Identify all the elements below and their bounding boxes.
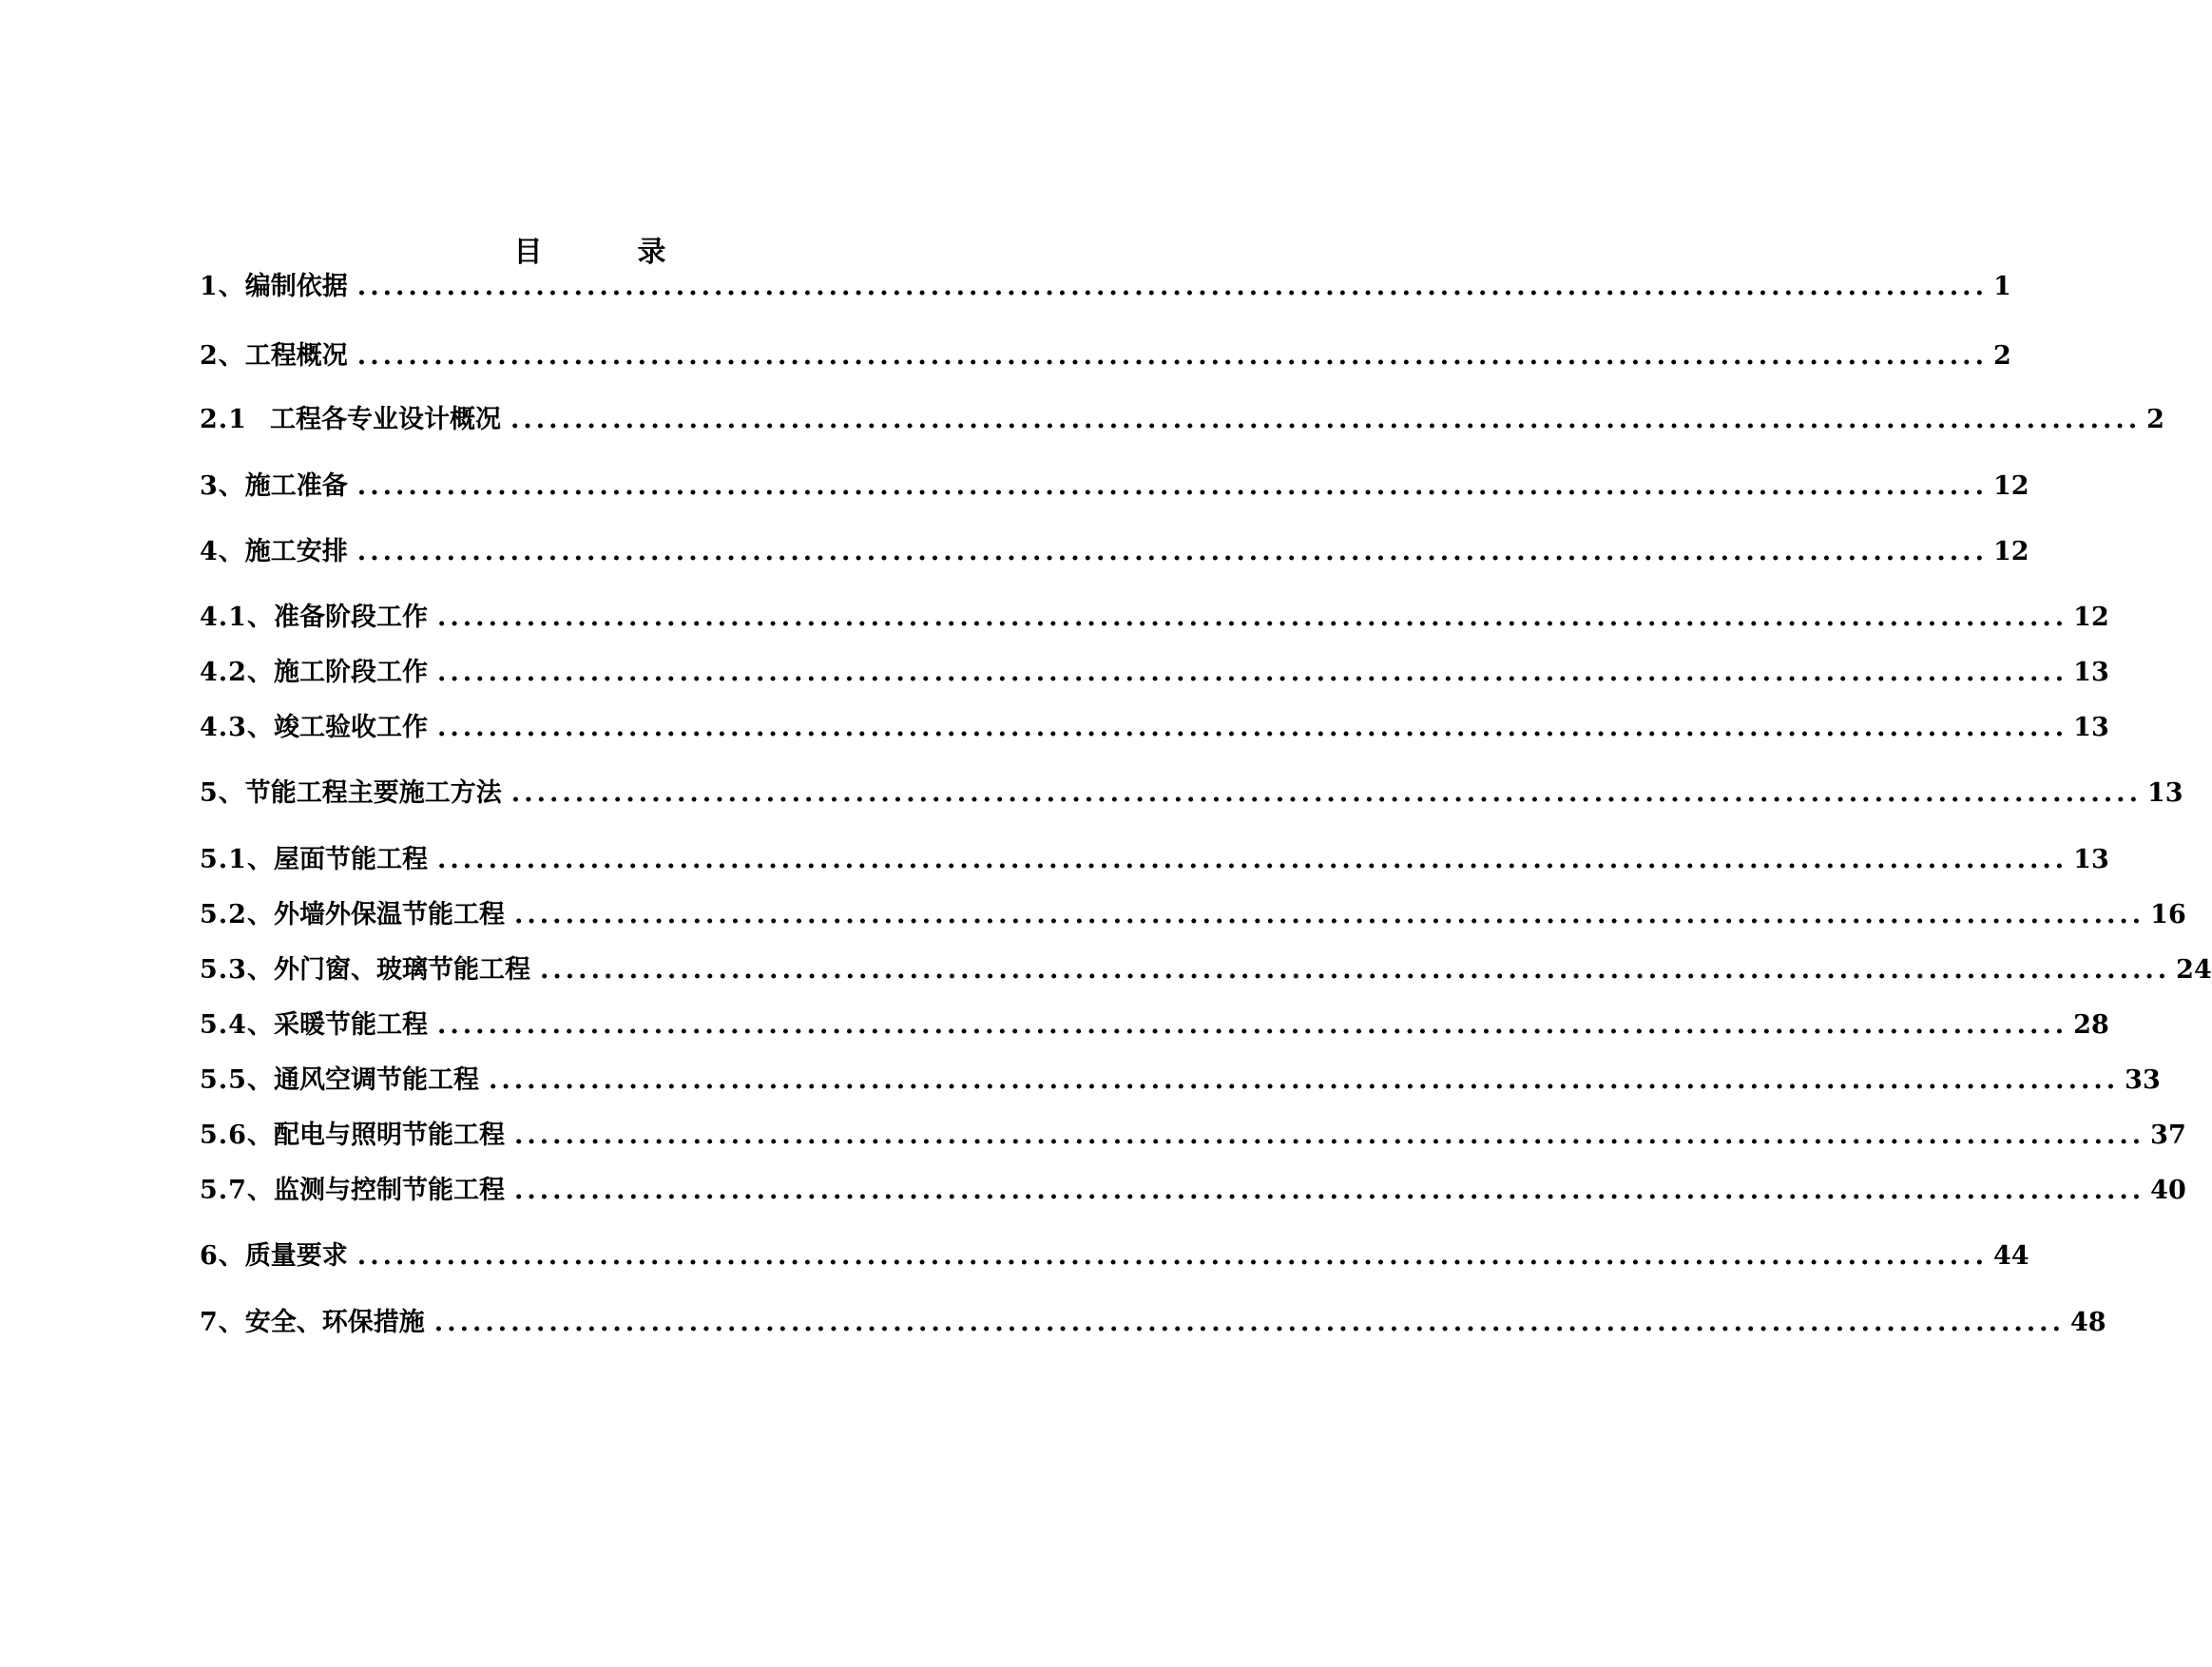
toc-page-number: 13	[2073, 658, 2109, 687]
toc-title-left: 目	[513, 236, 543, 269]
toc-entry-text: 工程各专业设计概况	[269, 405, 501, 434]
toc-entry[interactable]	[200, 268, 2011, 306]
toc-entry-label	[200, 1006, 437, 1044]
toc-title-right: 录	[637, 236, 666, 269]
toc-page-number: 12	[2073, 603, 2109, 632]
toc-entry-label	[200, 1117, 514, 1155]
toc-dot-leader: ................................................................................................................................	[510, 778, 2142, 808]
toc-dot-leader: ................................................................................................................................	[356, 471, 1988, 501]
toc-dot-leader: ................................................................................................................................	[513, 1176, 2145, 1205]
toc-page-number: 48	[2069, 1308, 2106, 1337]
toc-page-number: 28	[2073, 1010, 2109, 1040]
toc-dot-leader: ................................................................................................................................	[433, 1308, 2065, 1337]
toc-page-number: 2	[2146, 405, 2164, 434]
toc-title	[0, 228, 1180, 270]
toc-entry[interactable]	[200, 468, 2029, 506]
toc-entry[interactable]	[200, 533, 2029, 571]
toc-entry-number: 5.6、	[200, 1121, 274, 1150]
toc-page-number: 12	[1992, 537, 2029, 566]
toc-entry-label	[200, 709, 437, 747]
toc-entry-text: 工程概况	[244, 341, 348, 371]
toc-page-number: 44	[1992, 1241, 2029, 1271]
toc-page-number: 12	[1992, 471, 2029, 501]
toc-entry-number: 2、	[200, 341, 245, 371]
toc-entry-text: 施工安排	[244, 537, 348, 566]
toc-entry[interactable]	[200, 1172, 2186, 1210]
toc-entry[interactable]	[200, 775, 2183, 813]
toc-entry-label	[200, 1237, 357, 1275]
toc-entry[interactable]	[200, 1117, 2186, 1155]
toc-entry-text: 配电与照明节能工程	[273, 1121, 505, 1150]
toc-entry-text: 外墙外保温节能工程	[273, 900, 505, 929]
toc-entry[interactable]	[200, 654, 2109, 692]
toc-entry-number: 7、	[200, 1308, 245, 1337]
toc-entry-number: 5.5、	[200, 1065, 274, 1095]
toc-page-number: 40	[2150, 1176, 2186, 1205]
toc-dot-leader: ................................................................................................................................	[356, 1241, 1988, 1271]
toc-entry-number: 2.1	[200, 405, 247, 434]
toc-dot-leader: ................................................................................................................................	[436, 1010, 2068, 1040]
toc-entry-label	[200, 951, 540, 989]
toc-entry-label	[200, 1304, 434, 1342]
toc-entry-label	[200, 896, 514, 934]
toc-page-number: 1	[1992, 272, 2011, 301]
toc-entry[interactable]	[200, 1006, 2109, 1044]
toc-entry-number: 4.1、	[200, 603, 274, 632]
toc-entry-text: 监测与控制节能工程	[273, 1176, 505, 1205]
toc-page-number: 16	[2150, 900, 2186, 929]
toc-entry[interactable]	[200, 709, 2109, 747]
toc-page-number: 37	[2150, 1121, 2186, 1150]
toc-entry-text: 外门窗、玻璃节能工程	[273, 955, 530, 985]
toc-entry-label	[200, 599, 437, 637]
toc-entry-text: 准备阶段工作	[273, 603, 428, 632]
toc-entry[interactable]	[200, 599, 2109, 637]
toc-entry-text: 安全、环保措施	[244, 1308, 425, 1337]
toc-entry-number: 5.3、	[200, 955, 274, 985]
toc-entry[interactable]	[200, 896, 2186, 934]
toc-entry-label	[200, 775, 511, 813]
toc-entry-label	[200, 468, 357, 506]
toc-entry[interactable]	[200, 1304, 2106, 1342]
toc-entry-label	[200, 533, 357, 571]
toc-entry[interactable]	[200, 401, 2164, 439]
toc-dot-leader: ................................................................................................................................	[436, 658, 2068, 687]
toc-entry-number: 4.3、	[200, 713, 274, 742]
toc-dot-leader: ................................................................................................................................	[539, 955, 2171, 985]
toc-entry-label	[200, 337, 357, 375]
toc-entry-number: 5.2、	[200, 900, 274, 929]
toc-entry-label	[200, 268, 357, 306]
toc-dot-leader: ................................................................................................................................	[356, 537, 1988, 566]
toc-dot-leader: ................................................................................................................................	[513, 900, 2145, 929]
toc-page-number: 2	[1992, 341, 2011, 371]
toc-entry-number: 4、	[200, 537, 245, 566]
toc-entry-label	[200, 654, 437, 692]
toc-entry-number: 3、	[200, 471, 245, 501]
toc-dot-leader: ................................................................................................................................	[488, 1065, 2120, 1095]
toc-dot-leader: ................................................................................................................................	[356, 272, 1988, 301]
toc-page-number: 13	[2073, 713, 2109, 742]
toc-dot-leader: ................................................................................................................................	[436, 845, 2068, 874]
toc-entry-number: 4.2、	[200, 658, 274, 687]
toc-entry-number: 5.4、	[200, 1010, 274, 1040]
toc-dot-leader: ................................................................................................................................	[513, 1121, 2145, 1150]
toc-entry-text: 施工阶段工作	[273, 658, 428, 687]
toc-dot-leader: ................................................................................................................................	[356, 341, 1988, 371]
toc-entry-text: 节能工程主要施工方法	[244, 778, 502, 808]
toc-entry-text: 编制依据	[244, 272, 348, 301]
toc-entry-text: 采暖节能工程	[273, 1010, 428, 1040]
toc-entry-label	[200, 401, 510, 439]
toc-entry[interactable]	[200, 1062, 2161, 1100]
toc-dot-leader: ................................................................................................................................	[510, 405, 2142, 434]
toc-entry-number: 5.1、	[200, 845, 274, 874]
toc-entry-text: 施工准备	[244, 471, 348, 501]
toc-entry-label	[200, 841, 437, 879]
toc-dot-leader: ................................................................................................................................	[436, 713, 2068, 742]
toc-entry-label	[200, 1172, 514, 1210]
toc-entry[interactable]	[200, 951, 2212, 989]
toc-entry[interactable]	[200, 337, 2011, 375]
toc-dot-leader: ................................................................................................................................	[436, 603, 2068, 632]
toc-entry-number: 6、	[200, 1241, 245, 1271]
toc-entry-number: 1、	[200, 272, 245, 301]
toc-entry-text: 竣工验收工作	[273, 713, 428, 742]
toc-entry-label	[200, 1062, 489, 1100]
toc-entry-text: 质量要求	[244, 1241, 348, 1271]
toc-entry-number: 5.7、	[200, 1176, 274, 1205]
toc-page-number: 13	[2073, 845, 2109, 874]
toc-page-number: 33	[2125, 1065, 2161, 1095]
toc-entry[interactable]	[200, 1237, 2029, 1275]
toc-page-number: 24	[2176, 955, 2212, 985]
toc-entry-number: 5、	[200, 778, 245, 808]
toc-entry[interactable]	[200, 841, 2109, 879]
toc-page-number: 13	[2146, 778, 2183, 808]
toc-entry-text: 通风空调节能工程	[273, 1065, 479, 1095]
toc-entry-text: 屋面节能工程	[273, 845, 428, 874]
